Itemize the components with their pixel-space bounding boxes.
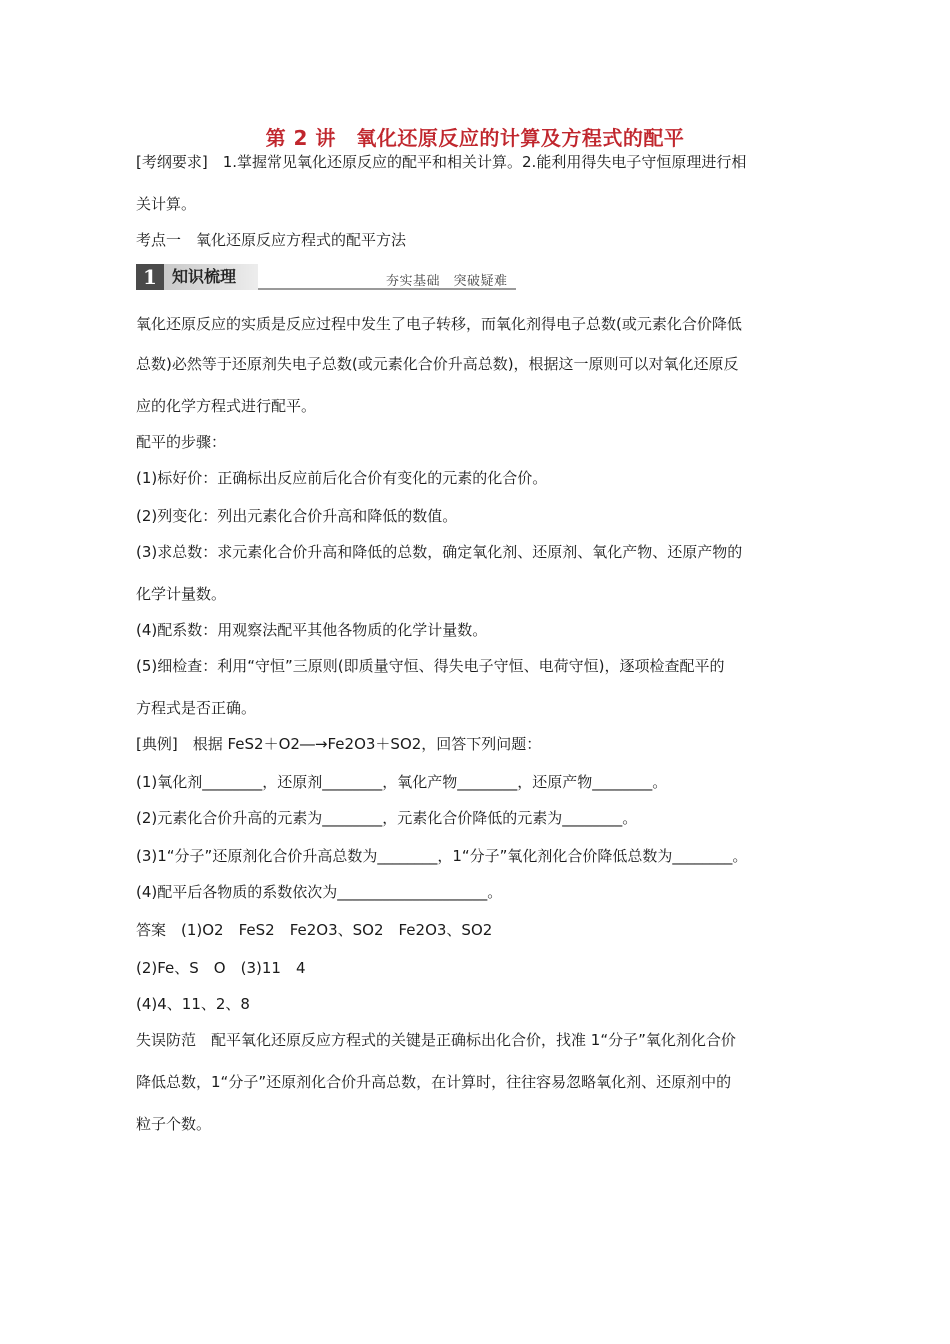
intro-line2: 总数)必然等于还原剂失电子总数(或元素化合价升高总数)，根据这一原则可以对氧化还原反	[136, 355, 739, 373]
example-question-1: (1)氧化剂________，还原剂________，氧化产物________，还原产物________。	[136, 773, 668, 791]
exam-requirements-line1: [考纲要求] 1.掌握常见氧化还原反应的配平和相关计算。2.能利用得失电子守恒原理进行相	[136, 153, 747, 171]
knowledge-banner	[136, 264, 516, 292]
banner-slogan: 夯实基础 突破疑难	[386, 274, 508, 289]
step-4: (4)配系数：用观察法配平其他各物质的化学计量数。	[136, 621, 488, 639]
step-3-line1: (3)求总数：求元素化合价升高和降低的总数，确定氧化剂、还原剂、氧化产物、还原产物的	[136, 543, 743, 561]
step-2: (2)列变化：列出元素化合价升高和降低的数值。	[136, 507, 458, 525]
exam-requirements-line2: 关计算。	[136, 195, 197, 213]
page-title: 第 2 讲 氧化还原反应的计算及方程式的配平	[265, 126, 685, 150]
banner-number: 1	[136, 264, 164, 290]
answer-line1: 答案 (1)O2 FeS2 Fe2O3、SO2 Fe2O3、SO2	[136, 921, 493, 939]
step-5-line2: 方程式是否正确。	[136, 699, 257, 717]
example-question-2: (2)元素化合价升高的元素为________，元素化合价降低的元素为________。	[136, 809, 638, 827]
steps-heading: 配平的步骤：	[136, 433, 227, 451]
warning-line1: 失误防范 配平氧化还原反应方程式的关键是正确标出化合价，找准 1“分子”氧化剂化合价	[136, 1031, 736, 1049]
intro-line1: 氧化还原反应的实质是反应过程中发生了电子转移，而氧化剂得电子总数(或元素化合价降低	[136, 315, 742, 333]
section-heading: 考点一 氧化还原反应方程式的配平方法	[136, 231, 407, 249]
answer-line3: (4)4、11、2、8	[136, 995, 250, 1013]
banner-label: 知识梳理	[164, 264, 258, 290]
intro-line3: 应的化学方程式进行配平。	[136, 397, 317, 415]
example-question-3: (3)1“分子”还原剂化合价升高总数为________，1“分子”氧化剂化合价降低总数为________。	[136, 847, 748, 865]
step-3-line2: 化学计量数。	[136, 585, 227, 603]
example-intro: [典例] 根据 FeS2＋O2―→Fe2O3＋SO2，回答下列问题：	[136, 735, 542, 753]
step-1: (1)标好价：正确标出反应前后化合价有变化的元素的化合价。	[136, 469, 548, 487]
warning-line3: 粒子个数。	[136, 1115, 212, 1133]
step-5-line1: (5)细检查：利用“守恒”三原则(即质量守恒、得失电子守恒、电荷守恒)，逐项检查配平的	[136, 657, 725, 675]
example-question-4: (4)配平后各物质的系数依次为____________________。	[136, 883, 503, 901]
answer-line2: (2)Fe、S O (3)11 4	[136, 959, 306, 977]
warning-line2: 降低总数，1“分子”还原剂化合价升高总数，在计算时，往往容易忽略氧化剂、还原剂中的	[136, 1073, 732, 1091]
